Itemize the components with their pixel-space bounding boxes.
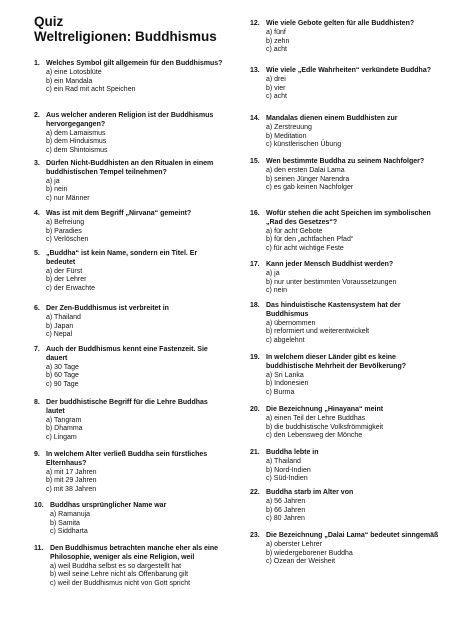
answer-option: a) Tangram	[46, 416, 82, 424]
answer-option: b) Samita	[50, 519, 80, 527]
answer-options	[46, 314, 224, 340]
answer-option: b) reformiert und weiterentwickelt	[266, 328, 370, 336]
question-body: Buddha lebte in	[266, 449, 319, 456]
question-number: 13.	[250, 67, 260, 74]
answer-options	[266, 167, 440, 193]
answer-option: b) wiedergeborener Buddha	[266, 549, 353, 557]
answer-options	[46, 219, 224, 245]
answer-option: b) der Lehrer	[46, 276, 87, 284]
question-body: Wie viele „Edle Wahrheiten“ verkündete Buddha?	[266, 67, 431, 74]
answer-option: c) den Lebensweg der Mönche	[266, 432, 363, 440]
question-block	[34, 346, 224, 389]
answer-option: a) Thailand	[46, 314, 81, 322]
question-block	[250, 158, 440, 193]
answer-option: c) weil der Buddhismus nicht von Gott spricht	[50, 579, 191, 587]
answer-option: a) oberster Lehrer	[266, 541, 323, 549]
answer-option: b) weil seine Lehre nicht als Offenbarung gilt	[50, 571, 189, 579]
question-text	[34, 305, 224, 314]
question-block	[250, 210, 440, 253]
answer-option: b) zehn	[266, 37, 290, 45]
answer-option: a) 30 Tage	[46, 363, 79, 371]
answer-option: b) Meditation	[266, 132, 307, 140]
answer-option: c) Verlöschen	[46, 236, 89, 244]
answer-option: a) ja	[46, 177, 60, 185]
question-body: Der Zen-Buddhismus ist verbreitet in	[46, 305, 169, 312]
answer-option: b) Japan	[46, 322, 74, 330]
answer-option: a) übernommen	[266, 319, 316, 327]
answer-option: b) 66 Jahren	[266, 506, 306, 514]
answer-option: b) nein	[46, 186, 68, 194]
question-text	[34, 451, 224, 468]
answer-option: a) Zerstreuung	[266, 124, 312, 132]
answer-option: a) einen Teil der Lehre Buddhas	[266, 415, 366, 423]
answer-option: c) für acht wichtige Feste	[266, 244, 344, 252]
answer-option: a) eine Lotosblüte	[46, 69, 102, 77]
title-line-quiz: Quiz	[34, 14, 64, 29]
question-body: Der buddhistische Begriff für die Lehre Buddhas lautet	[46, 399, 208, 415]
answer-option: b) nur unter bestimmten Voraussetzungen	[266, 278, 397, 286]
question-number: 11.	[34, 545, 44, 552]
answer-option: a) ja	[266, 270, 280, 278]
question-number: 19.	[250, 354, 260, 361]
answer-options	[266, 372, 440, 398]
question-text	[34, 399, 224, 416]
question-text	[250, 302, 440, 319]
answer-options	[266, 124, 440, 150]
answer-option: a) für acht Gebote	[266, 227, 323, 235]
answer-option: b) ein Mandala	[46, 77, 93, 85]
question-block	[250, 532, 440, 567]
question-block	[34, 502, 224, 537]
question-body: Dürfen Nicht-Buddhisten an den Ritualen in einem buddhistischen Tempel teilnehmen?	[46, 160, 214, 176]
answer-option: c) dem Shintoismus	[46, 146, 108, 154]
question-block	[250, 302, 440, 345]
question-block	[250, 20, 440, 55]
question-number: 17.	[250, 261, 260, 268]
title-line-topic: Weltreligionen: Buddhismus	[34, 29, 217, 44]
answer-options	[46, 417, 224, 443]
question-number: 18.	[250, 302, 260, 309]
answer-option: a) weil Buddha selbst es so dargestellt hat	[50, 562, 182, 570]
question-text	[250, 158, 440, 167]
question-text	[34, 502, 224, 511]
answer-options	[266, 320, 440, 346]
answer-option: a) mit 17 Jahren	[46, 468, 97, 476]
question-text	[250, 20, 440, 29]
answer-option: c) acht	[266, 93, 288, 101]
question-block	[250, 354, 440, 397]
answer-option: a) Ramanuja	[50, 511, 91, 519]
question-body: Aus welcher anderen Religion ist der Buddhismus hervorgegangen?	[46, 112, 214, 128]
question-text	[250, 354, 440, 371]
question-body: In welchem Alter verließ Buddha sein fürstliches Elternhaus?	[46, 451, 208, 467]
answer-option: b) Paradies	[46, 227, 82, 235]
answer-option: a) Befreiung	[46, 219, 85, 227]
answer-option: c) Nepal	[46, 331, 73, 339]
question-block	[34, 60, 224, 95]
answer-option: c) künstlerischen Übung	[266, 141, 342, 149]
answer-options	[50, 563, 224, 589]
question-text	[250, 532, 440, 541]
question-text	[34, 250, 224, 267]
question-number: 23.	[250, 532, 260, 539]
question-body: Die Bezeichnung „Hinayana“ meint	[266, 406, 384, 413]
answer-option: a) fünf	[266, 29, 286, 37]
answer-option: c) es gab keinen Nachfolger	[266, 184, 354, 192]
answer-option: c) nein	[266, 287, 288, 295]
question-body: Auch der Buddhismus kennt eine Fastenzeit. Sie dauert	[46, 346, 208, 362]
answer-option: c) mit 38 Jahren	[46, 485, 97, 493]
question-block	[34, 160, 224, 203]
answer-option: a) den ersten Dalai Lama	[266, 167, 345, 175]
question-body: Buddha starb im Alter von	[266, 489, 354, 496]
answer-option: c) nur Männer	[46, 194, 90, 202]
question-block	[250, 261, 440, 296]
question-block	[250, 115, 440, 150]
question-block	[34, 451, 224, 494]
answer-option: c) 80 Jahren	[266, 515, 305, 523]
answer-options	[266, 29, 440, 55]
answer-option: c) Burma	[266, 388, 295, 396]
answer-option: a) der Fürst	[46, 267, 83, 275]
question-body: Mandalas dienen einem Buddhisten zur	[266, 115, 398, 122]
question-text	[250, 67, 440, 76]
question-text	[34, 545, 224, 562]
answer-options	[266, 270, 440, 296]
question-number: 2.	[34, 112, 40, 119]
question-text	[34, 346, 224, 363]
question-text	[34, 160, 224, 177]
question-block	[250, 406, 440, 441]
answer-option: b) Indonesien	[266, 380, 309, 388]
answer-option: b) Nord-Indien	[266, 466, 311, 474]
answer-options	[46, 130, 224, 156]
answer-options	[266, 498, 440, 524]
question-body: Wie viele Gebote gelten für alle Buddhisten?	[266, 20, 415, 27]
question-number: 9.	[34, 451, 40, 458]
question-body: Was ist mit dem Begriff „Nirvana“ gemeint?	[46, 210, 192, 217]
question-number: 8.	[34, 399, 40, 406]
answer-option: b) dem Hinduismus	[46, 138, 107, 146]
answer-option: b) 60 Tage	[46, 372, 79, 380]
answer-options	[266, 541, 440, 567]
question-text	[250, 449, 440, 458]
answer-option: a) Thailand	[266, 458, 301, 466]
answer-options	[46, 178, 224, 204]
answer-options	[46, 469, 224, 495]
answer-options	[46, 364, 224, 390]
answer-option: c) Siddharta	[50, 528, 88, 536]
question-body: Das hinduistische Kastensystem hat der Buddhismus	[266, 302, 401, 318]
answer-option: c) Ozean der Weisheit	[266, 558, 336, 566]
question-number: 10.	[34, 502, 44, 509]
question-text	[250, 115, 440, 124]
question-block	[250, 449, 440, 484]
answer-option: a) dem Lamaismus	[46, 129, 106, 137]
question-number: 1.	[34, 60, 40, 67]
question-block	[34, 305, 224, 340]
question-number: 12.	[250, 20, 260, 27]
answer-option: b) vier	[266, 84, 286, 92]
answer-option: c) abgelehnt	[266, 336, 305, 344]
question-text	[250, 406, 440, 415]
answer-options	[46, 268, 224, 294]
question-number: 3.	[34, 160, 40, 167]
question-number: 5.	[34, 250, 40, 257]
answer-option: b) für den „achtfachen Pfad“	[266, 236, 354, 244]
question-body: Kann jeder Mensch Buddhist werden?	[266, 261, 394, 268]
question-number: 20.	[250, 406, 260, 413]
answer-options	[266, 76, 440, 102]
answer-option: b) Dhamma	[46, 425, 83, 433]
question-block	[34, 545, 224, 588]
answer-option: b) seinen Jünger Narendra	[266, 175, 350, 183]
answer-option: b) mit 29 Jahren	[46, 477, 97, 485]
question-body: Die Bezeichnung „Dalai Lama“ bedeutet sinngemäß	[266, 532, 439, 539]
question-number: 4.	[34, 210, 40, 217]
answer-option: b) die buddhistische Volksfrömmigkeit	[266, 423, 384, 431]
question-body: Wen bestimmte Buddha zu seinem Nachfolger?	[266, 158, 425, 165]
question-body: Wofür stehen die acht Speichen im symbolischen „Rad des Gesetzes“?	[266, 210, 431, 226]
question-text	[250, 261, 440, 270]
question-body: Den Buddhismus betrachten manche eher als eine Philosophie, weniger als eine Religion, weil	[50, 545, 219, 561]
question-block	[34, 250, 224, 293]
question-number: 14.	[250, 115, 260, 122]
question-text	[34, 112, 224, 129]
question-block	[34, 210, 224, 245]
question-number: 22.	[250, 489, 260, 496]
question-number: 6.	[34, 305, 40, 312]
question-text	[250, 489, 440, 498]
question-text	[34, 210, 224, 219]
question-number: 7.	[34, 346, 40, 353]
answer-options	[50, 511, 224, 537]
question-body: In welchem dieser Länder gibt es keine buddhistische Mehrheit der Bevölkerung?	[266, 354, 407, 370]
question-block	[34, 112, 224, 155]
answer-option: c) Lingam	[46, 433, 77, 441]
question-number: 15.	[250, 158, 260, 165]
answer-option: c) Süd-Indien	[266, 475, 308, 483]
question-body: Welches Symbol gilt allgemein für den Buddhismus?	[46, 60, 223, 67]
answer-option: a) drei	[266, 76, 286, 84]
question-block	[34, 399, 224, 442]
answer-option: c) ein Rad mit acht Speichen	[46, 86, 136, 94]
answer-option: a) 56 Jahren	[266, 498, 306, 506]
answer-option: c) acht	[266, 46, 288, 54]
question-block	[250, 67, 440, 102]
question-block	[250, 489, 440, 524]
question-number: 21.	[250, 449, 260, 456]
question-number: 16.	[250, 210, 260, 217]
page-title	[34, 14, 217, 44]
answer-options	[46, 69, 224, 95]
question-body: Buddhas ursprünglicher Name war	[50, 502, 167, 509]
answer-options	[266, 415, 440, 441]
question-text	[250, 210, 440, 227]
question-text	[34, 60, 224, 69]
answer-option: c) der Erwachte	[46, 284, 96, 292]
answer-options	[266, 458, 440, 484]
answer-options	[266, 228, 440, 254]
question-body: „Buddha“ ist kein Name, sondern ein Titel. Er bedeutet	[46, 250, 198, 266]
answer-option: a) Sri Lanka	[266, 371, 304, 379]
answer-option: c) 90 Tage	[46, 380, 79, 388]
